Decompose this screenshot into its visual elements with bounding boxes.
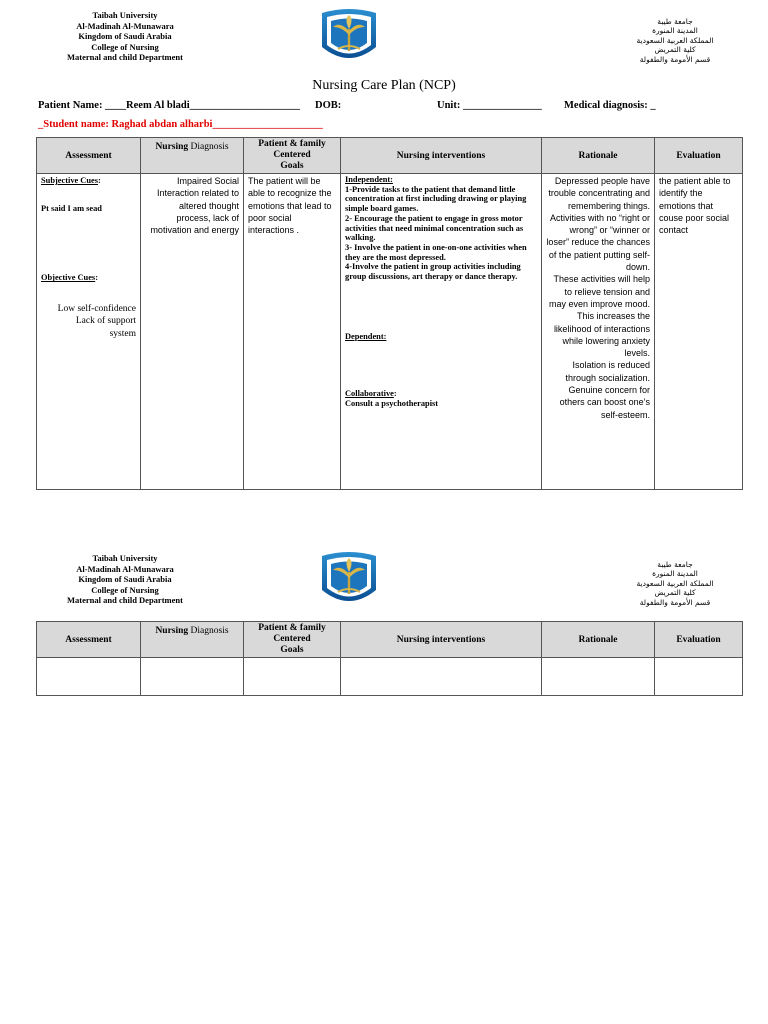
arabic-line-4: كلية التمريض <box>654 45 696 55</box>
rationale-item-4: Isolation is reduced through socialization. Genuine concern for others can boost one’s self-esteem. <box>559 360 650 420</box>
intervention-item-1: 1-Provide tasks to the patient that demand little concentration at first including drawing or playing simple board games. <box>345 184 527 214</box>
subjective-colon: : <box>98 176 101 185</box>
medical-diagnosis-field: Medical diagnosis: _ <box>564 100 656 111</box>
subjective-cues-line <box>41 176 136 186</box>
objective-line-2: Lack of support <box>75 316 136 327</box>
intervention-item-2: 2- Encourage the patient to engage in gross motor activities that need minimal concentration such as walking. <box>345 213 524 243</box>
goals-header-line1: Patient & family <box>258 623 326 633</box>
intervention-item-3: 3- Involve the patient in one-on-one activities when they are the most depressed. <box>345 242 527 262</box>
english-line-1: Taibah University <box>92 10 158 20</box>
patient-info-line <box>38 100 758 114</box>
table-header-row <box>37 622 743 658</box>
institution-info-arabic-2 <box>620 560 730 607</box>
objective-line-3: system <box>109 328 136 339</box>
collaborative-line <box>345 389 537 399</box>
empty-care-plan-row <box>37 658 743 696</box>
objective-cues-line <box>41 273 136 283</box>
goals-header-line3: Goals <box>280 645 304 655</box>
nursing-care-plan-table <box>36 137 743 490</box>
empty-diagnosis-cell <box>141 658 244 696</box>
empty-evaluation-cell <box>655 658 743 696</box>
institution-info-english-2 <box>55 553 195 606</box>
arabic-line-1: جامعة طيبة <box>657 560 693 569</box>
evaluation-header: Evaluation <box>655 138 743 174</box>
rationale-item-3: This increases the likelihood of interactions while lowering anxiety levels. <box>553 311 650 359</box>
english-line-2: Al-Madinah Al-Munawara <box>76 563 174 574</box>
intervention-item-4: 4-Involve the patient in group activities including group discussions, art therapy or dance therapy. <box>345 262 521 282</box>
rationale-item-2: These activities will help to relieve tension and may even improve mood. <box>548 274 650 309</box>
rationale-header: Rationale <box>542 622 655 658</box>
objective-cues-text <box>41 303 136 340</box>
unit-field: Unit: _______________ <box>437 100 542 111</box>
english-line-4: College of Nursing <box>91 584 159 595</box>
diagnosis-header-text: Diagnosis <box>188 626 229 636</box>
nursing-diagnosis-header <box>141 138 244 174</box>
goals-header <box>244 138 341 174</box>
goals-cell: The patient will be able to recognize the emotions that lead to poor social interactions . <box>244 174 341 490</box>
arabic-line-4: كلية التمريض <box>654 588 696 598</box>
document-title: Nursing Care Plan (NCP) <box>312 78 456 93</box>
interventions-header: Nursing interventions <box>341 138 542 174</box>
objective-colon: : <box>95 273 98 283</box>
goals-header <box>244 622 341 658</box>
page1-header <box>0 10 768 80</box>
subjective-cues-label: Subjective Cues <box>41 176 98 185</box>
taibah-university-logo-icon <box>318 550 380 608</box>
care-plan-row <box>37 174 743 490</box>
dob-field: DOB: <box>315 100 342 111</box>
nursing-diagnosis-header <box>141 622 244 658</box>
arabic-line-1: جامعة طيبة <box>657 17 693 26</box>
assessment-header: Assessment <box>37 622 141 658</box>
evaluation-header: Evaluation <box>655 622 743 658</box>
english-line-3: Kingdom of Saudi Arabia <box>78 31 172 42</box>
goals-header-line1: Patient & family <box>258 139 326 149</box>
arabic-line-2: المدينة المنورة <box>652 569 698 579</box>
collaborative-colon: : <box>393 389 397 399</box>
empty-assessment-cell <box>37 658 141 696</box>
rationale-cell <box>542 174 655 490</box>
rationale-item-1: Depressed people have trouble concentrating and remembering things. Activities with no “right or wrong” or “winner or loser” reduce the chances of the patient putting self-down. <box>546 176 650 273</box>
independent-label: Independent: <box>345 175 393 184</box>
rationale-header: Rationale <box>542 138 655 174</box>
goals-header-line2: Centered <box>273 634 311 644</box>
institution-info-english <box>55 10 195 63</box>
goals-header-line2: Centered <box>273 150 311 160</box>
diagnosis-header-text: Diagnosis <box>188 142 229 152</box>
subjective-cues-text: Pt said I am sead <box>41 203 102 213</box>
english-line-3: Kingdom of Saudi Arabia <box>78 574 172 585</box>
english-line-5: Maternal and child Department <box>67 595 183 606</box>
empty-goals-cell <box>244 658 341 696</box>
nursing-care-plan-table-2 <box>36 621 743 696</box>
interventions-cell <box>341 174 542 490</box>
empty-interventions-cell <box>341 658 542 696</box>
institution-info-arabic <box>620 17 730 64</box>
page2-header <box>0 553 768 623</box>
objective-line-1: Low self-confidence <box>57 304 136 315</box>
taibah-university-logo-icon <box>318 7 380 65</box>
dependent-label: Dependent: <box>345 331 387 341</box>
english-line-5: Maternal and child Department <box>67 52 183 63</box>
objective-cues-label: Objective Cues <box>41 273 96 283</box>
arabic-line-3: المملكة العربية السعودية <box>636 578 714 588</box>
nursing-diagnosis-cell: Impaired Social Interaction related to altered thought process, lack of motivation and energy <box>141 174 244 490</box>
table-header-row <box>37 138 743 174</box>
arabic-line-2: المدينة المنورة <box>652 26 698 36</box>
patient-name-field: Patient Name: ____Reem Al bladi_____________________ <box>38 100 300 111</box>
goals-header-line3: Goals <box>280 161 304 171</box>
arabic-line-3: المملكة العربية السعودية <box>636 35 714 45</box>
student-name-line: _Student name: Raghad abdan alharbi_____________________ <box>38 119 323 130</box>
arabic-line-5: قسم الأمومة والطفولة <box>639 54 711 64</box>
empty-rationale-cell <box>542 658 655 696</box>
english-line-4: College of Nursing <box>91 41 159 52</box>
evaluation-cell: the patient able to identify the emotions that couse poor social contact <box>655 174 743 490</box>
nursing-header-bold: Nursing <box>155 626 189 636</box>
english-line-2: Al-Madinah Al-Munawara <box>76 20 174 31</box>
arabic-line-5: قسم الأمومة والطفولة <box>639 597 711 607</box>
interventions-header: Nursing interventions <box>341 622 542 658</box>
collaborative-text: Consult a psychotherapist <box>345 399 439 409</box>
nursing-header-bold: Nursing <box>155 142 189 152</box>
collaborative-label: Collaborative <box>345 389 394 399</box>
assessment-header: Assessment <box>37 138 141 174</box>
english-line-1: Taibah University <box>92 553 158 563</box>
assessment-cell <box>37 174 141 490</box>
